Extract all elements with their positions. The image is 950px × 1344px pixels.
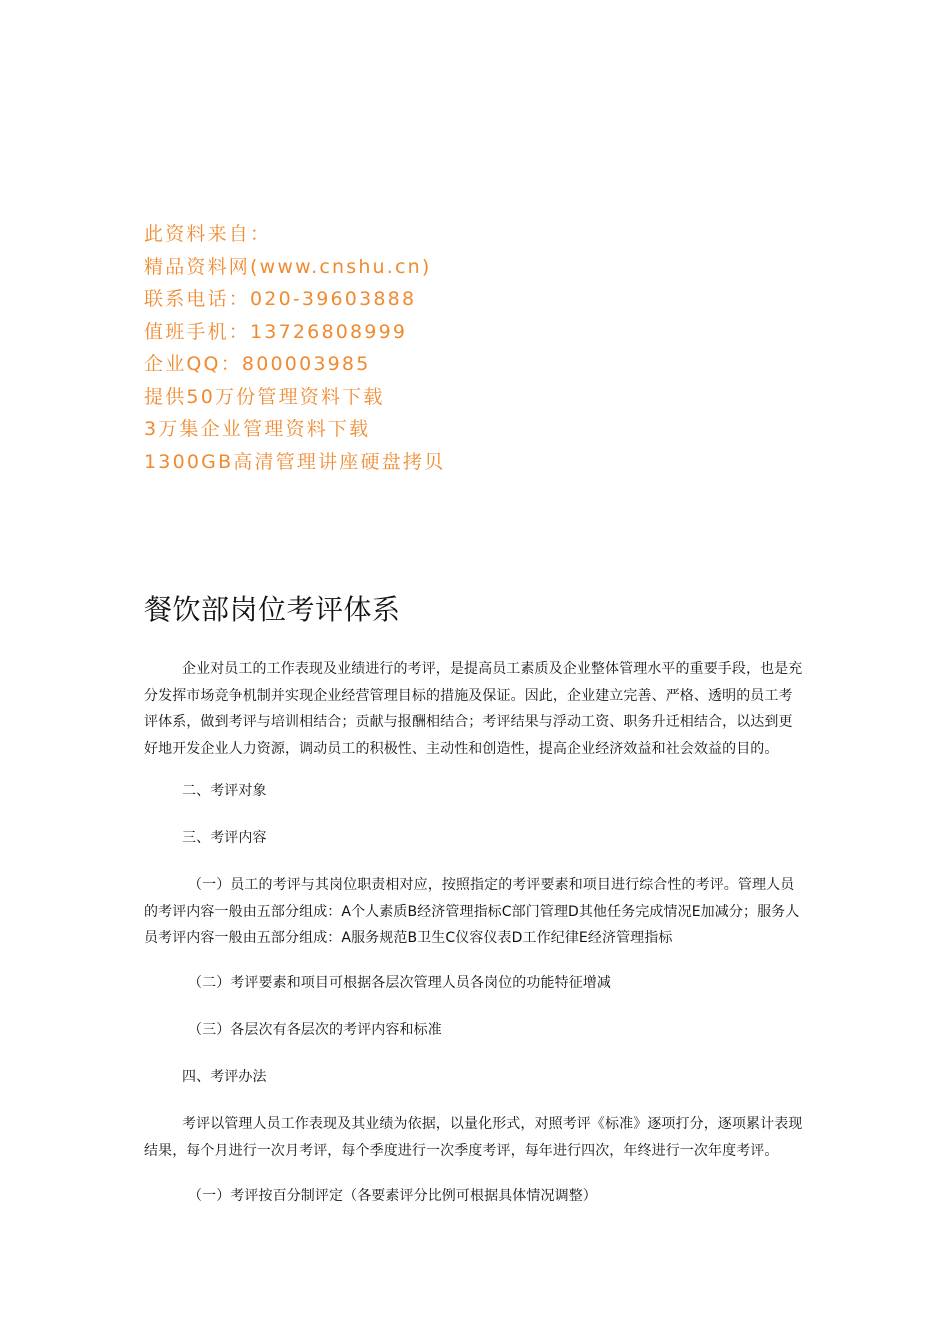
source-info-block [144,218,564,478]
section-heading-evaluation-targets: 二、考评对象 [182,783,267,799]
method-paragraph: 考评以管理人员工作表现及其业绩为依据，以量化形式，对照考评《标准》逐项打分，逐项累计表现结果，每个月进行一次月考评，每个季度进行一次季度考评，每年进行四次，年终进行一次年度考评。 [144,1116,803,1159]
section-heading-evaluation-content: 三、考评内容 [182,830,267,846]
method-item-1: （一）考评按百分制评定（各要素评分比例可根据具体情况调整） [188,1188,597,1204]
content-item-2: （二）考评要素和项目可根据各层次管理人员各岗位的功能特征增减 [188,975,611,991]
mobile-line: 值班手机：13726808999 [144,320,408,343]
offer-line-1: 提供50万份管理资料下载 [144,385,385,408]
document-title: 餐饮部岗位考评体系 [144,593,401,626]
content-item-1: （一）员工的考评与其岗位职责相对应，按照指定的考评要素和项目进行综合性的考评。管理人员的考评内容一般由五部分组成：A个人素质B经济管理指标C部门管理D其他任务完成情况E加减分；服务人员考评内容一般由五部分组成：A服务规范B卫生C仪容仪表D工作纪律E经济管理指标 [144,877,800,946]
offer-line-2: 3万集企业管理资料下载 [144,418,371,440]
section-heading-evaluation-method: 四、考评办法 [182,1069,267,1085]
content-item-3: （三）各层次有各层次的考评内容和标准 [188,1022,442,1038]
phone-line: 联系电话：020-39603888 [144,288,417,310]
website-line: 精品资料网(www.cnshu.cn) [144,255,432,278]
qq-line: 企业QQ：800003985 [144,353,371,375]
offer-line-3: 1300GB高清管理讲座硬盘拷贝 [144,450,446,473]
intro-paragraph: 企业对员工的工作表现及业绩进行的考评，是提高员工素质及企业整体管理水平的重要手段，也是充分发挥市场竞争机制并实现企业经营管理目标的措施及保证。因此，企业建立完善、严格、透明的员工考评体系，做到考评与培训相结合；贡献与报酬相结合；考评结果与浮动工资、职务升迁相结合，以达到更好地开发企业人力资源，调动员工的积极性、主动性和创造性，提高企业经济效益和社会效益的目的。 [144,661,803,757]
source-line: 此资料来自： [144,223,272,245]
